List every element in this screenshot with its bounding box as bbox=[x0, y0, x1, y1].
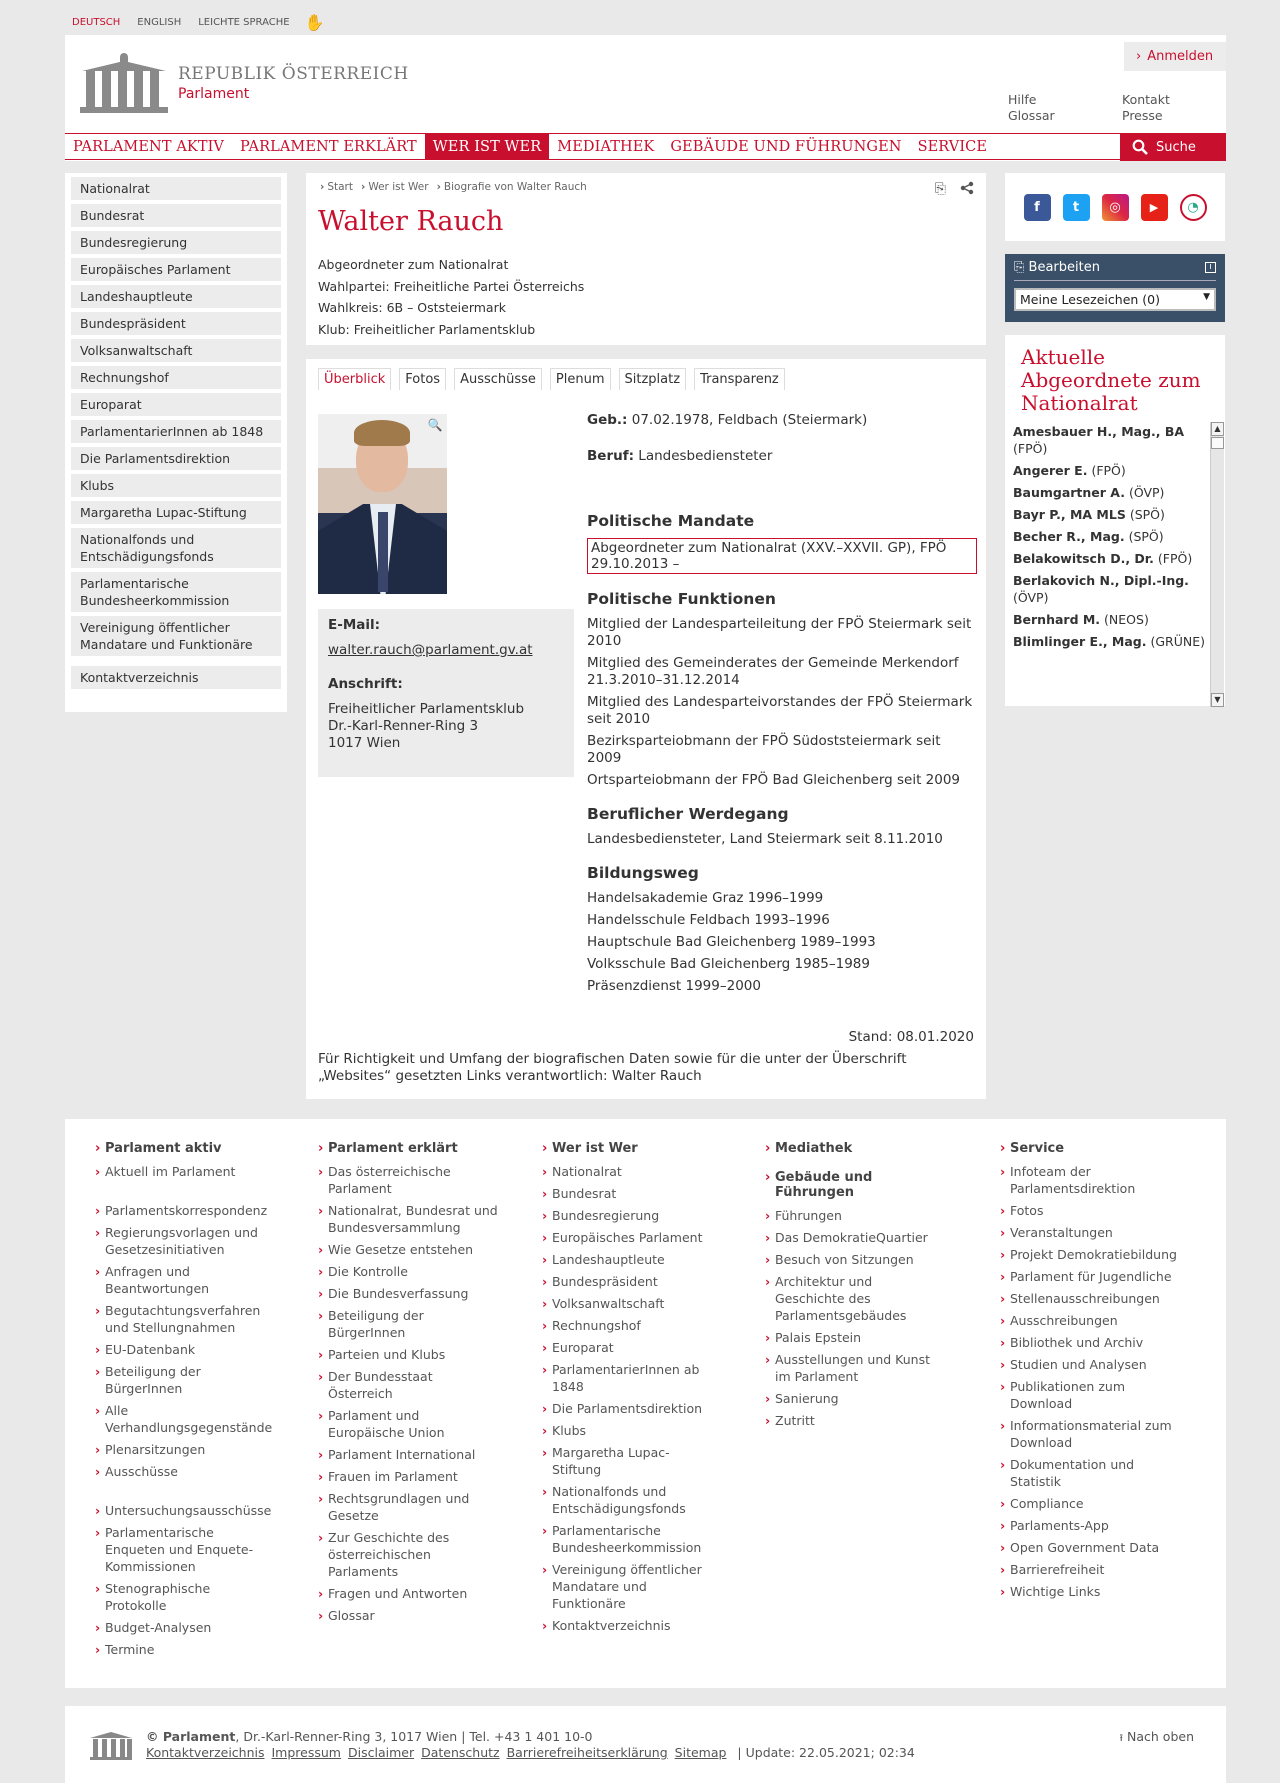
function-item: Ortsparteiobmann der FPÖ Bad Gleichenberg seit 2009 bbox=[587, 772, 961, 788]
youtube-icon[interactable]: ▶ bbox=[1141, 194, 1168, 221]
lang-english[interactable]: ENGLISH bbox=[137, 17, 182, 28]
nav-wer-ist-wer[interactable]: WER IST WER bbox=[425, 134, 549, 159]
list-item[interactable]: Angerer E. (FPÖ) bbox=[1013, 463, 1126, 478]
page-footer bbox=[65, 1706, 1226, 1783]
education-item: Handelsschule Feldbach 1993–1996 bbox=[587, 912, 830, 928]
contact-link[interactable]: Kontakt bbox=[1122, 92, 1170, 107]
function-item: Mitglied des Landesparteivorstandes der FPÖ Steiermark seit 2010 bbox=[587, 694, 973, 727]
list-item[interactable]: Blimlinger E., Mag. (GRÜNE) bbox=[1013, 634, 1206, 649]
language-bar bbox=[72, 13, 325, 32]
portrait-photo[interactable] bbox=[318, 414, 447, 594]
parliament-building-icon bbox=[80, 53, 168, 113]
functions-heading: Politische Funktionen bbox=[587, 590, 776, 608]
breadcrumb-current: › Biografie von Walter Rauch bbox=[437, 181, 587, 193]
tab-bar bbox=[318, 368, 785, 390]
education-item: Präsenzdienst 1999–2000 bbox=[587, 978, 761, 994]
nav-gebaeude[interactable]: GEBÄUDE UND FÜHRUNGEN bbox=[670, 138, 902, 155]
sidebar-item-vereinigung[interactable]: Vereinigung öffentlicher Mandatare und Funktionäre bbox=[71, 616, 281, 656]
footer-links bbox=[146, 1745, 915, 1761]
bookmarks-select[interactable]: Meine Lesezeichen (0) ▼ bbox=[1014, 288, 1216, 311]
sidebar-item-eu-parlament[interactable]: Europäisches Parlament bbox=[71, 258, 281, 281]
footer-col-parlament-aktiv: › Parlament aktiv › Aktuell im Parlament › Parlamentskorrespondenz › Regierungsvorlagen und Gesetzesinitiativen › Anfragen und Beantwortungen › Begutachtungsverfahren und Stellungnahmen › EU-Datenbank › Beteiligung der BürgerInnen › Alle Verhandlungsgegenstände › Plenarsitzungen › Ausschüsse › Untersuchungsausschüsse › Parlamentarische Enqueten und Enquete-Kommissionen › Stenographische Protokolle › Budget-Analysen › Termine bbox=[95, 1141, 275, 1663]
deputies-scrollbar[interactable] bbox=[1210, 422, 1224, 707]
detail-card bbox=[306, 359, 986, 1099]
arrow-up-icon: ⭱ bbox=[1119, 1733, 1124, 1744]
nav-parlament-aktiv[interactable]: PARLAMENT AKTIV bbox=[73, 138, 224, 155]
tab-transparenz[interactable]: Transparenz bbox=[694, 368, 785, 390]
function-item: Mitglied des Gemeinderates der Gemeinde Merkendorf 21.3.2010–31.12.2014 bbox=[587, 655, 959, 688]
footer-address: © Parlament, Dr.-Karl-Renner-Ring 3, 1017 Wien | Tel. +43 1 401 10-0 bbox=[146, 1729, 593, 1744]
footer-link-datenschutz[interactable]: Datenschutz bbox=[421, 1745, 500, 1760]
logo-title: REPUBLIK ÖSTERREICH bbox=[178, 64, 409, 84]
tab-fotos[interactable]: Fotos bbox=[399, 368, 446, 390]
press-link[interactable]: Presse bbox=[1122, 108, 1163, 123]
login-button[interactable]: › Anmelden bbox=[1124, 42, 1226, 71]
facebook-icon[interactable]: f bbox=[1024, 194, 1051, 221]
sidebar bbox=[65, 173, 287, 712]
profile-card bbox=[306, 173, 986, 345]
main-navigation bbox=[65, 133, 1226, 160]
breadcrumb bbox=[320, 181, 587, 193]
edit-title: Bearbeiten bbox=[1028, 260, 1100, 275]
sidebar-item-volksanwaltschaft[interactable]: Volksanwaltschaft bbox=[71, 339, 281, 362]
address-label: Anschrift: bbox=[328, 676, 403, 692]
profile-role: Abgeordneter zum Nationalrat bbox=[318, 257, 509, 272]
tab-sitzplatz[interactable]: Sitzplatz bbox=[619, 368, 687, 390]
job-row: Beruf: Landesbediensteter bbox=[587, 448, 773, 464]
footer-link-impressum[interactable]: Impressum bbox=[271, 1745, 341, 1760]
info-icon[interactable]: i bbox=[1205, 262, 1216, 273]
sidebar-item-lupac-stiftung[interactable]: Margaretha Lupac-Stiftung bbox=[71, 501, 281, 524]
sign-language-icon[interactable]: ✋ bbox=[304, 13, 325, 32]
responsibility-note: Für Richtigkeit und Umfang der biografischen Daten sowie für die unter der Überschrift „Websites“ gesetzten Links verantwortlich: Walter Rauch bbox=[318, 1051, 907, 1084]
site-logo[interactable] bbox=[80, 53, 409, 113]
education-item: Hauptschule Bad Gleichenberg 1989–1993 bbox=[587, 934, 876, 950]
bookmark-icon: ⎘ bbox=[1014, 260, 1025, 275]
email-label: E-Mail: bbox=[328, 617, 381, 633]
list-item[interactable]: Amesbauer H., Mag., BA (FPÖ) bbox=[1013, 424, 1185, 456]
zoom-icon[interactable]: 🔍 bbox=[427, 418, 443, 432]
footer-col-parlament-erklaert: › Parlament erklärt › Das österreichische Parlament › Nationalrat, Bundesrat und Bundesversammlung › Wie Gesetze entstehen › Die Kontrolle › Die Bundesverfassung › Beteiligung der BürgerInnen › Parteien und Klubs › Der Bundesstaat Österreich › Parlament und Europäische Union › Parlament International › Frauen im Parlament › Rechtsgrundlagen und Gesetze › Zur Geschichte des österreichischen Parlaments › Fragen und Antworten › Glossar bbox=[318, 1141, 498, 1629]
sidebar-item-rechnungshof[interactable]: Rechnungshof bbox=[71, 366, 281, 389]
sidebar-item-kontaktverzeichnis[interactable]: Kontaktverzeichnis bbox=[71, 666, 281, 689]
breadcrumb-start[interactable]: › Start bbox=[320, 181, 353, 193]
parlament-app-icon[interactable]: ◔ bbox=[1180, 194, 1207, 221]
contact-box bbox=[318, 609, 574, 777]
list-item[interactable]: Bayr P., MA MLS (SPÖ) bbox=[1013, 507, 1165, 522]
email-link[interactable]: walter.rauch@parlament.gv.at bbox=[328, 642, 533, 658]
search-icon bbox=[1132, 139, 1148, 155]
footer-link-disclaimer[interactable]: Disclaimer bbox=[347, 1745, 415, 1760]
list-item[interactable]: Belakowitsch D., Dr. (FPÖ) bbox=[1013, 551, 1193, 566]
education-heading: Bildungsweg bbox=[587, 864, 699, 882]
sidebar-item-nationalfonds[interactable]: Nationalfonds und Entschädigungsfonds bbox=[71, 528, 281, 568]
tab-ueberblick[interactable]: Überblick bbox=[318, 368, 391, 390]
list-item[interactable]: Baumgartner A. (ÖVP) bbox=[1013, 485, 1165, 500]
mandates-heading: Politische Mandate bbox=[587, 512, 755, 530]
sidebar-item-bundesregierung[interactable]: Bundesregierung bbox=[71, 231, 281, 254]
sidebar-item-landeshauptleute[interactable]: Landeshauptleute bbox=[71, 285, 281, 308]
update-timestamp: | Update: 22.05.2021; 02:34 bbox=[737, 1745, 915, 1760]
list-item[interactable]: Becher R., Mag. (SPÖ) bbox=[1013, 529, 1164, 544]
sidebar-item-bundesheerkommission[interactable]: Parlamentarische Bundesheerkommission bbox=[71, 572, 281, 612]
scroll-down-icon[interactable]: ▼ bbox=[1211, 693, 1224, 707]
biography bbox=[587, 412, 977, 1000]
site-header bbox=[65, 35, 1226, 161]
page-title: Walter Rauch bbox=[318, 206, 504, 237]
scroll-up-icon[interactable]: ▲ bbox=[1211, 422, 1224, 436]
lang-deutsch[interactable]: DEUTSCH bbox=[72, 17, 121, 28]
function-item: Mitglied der Landesparteileitung der FPÖ Steiermark seit 2010 bbox=[587, 616, 972, 649]
address: Freiheitlicher Parlamentsklub Dr.-Karl-Renner-Ring 3 1017 Wien bbox=[328, 701, 525, 751]
birth-row: Geb.: 07.02.1978, Feldbach (Steiermark) bbox=[587, 412, 868, 428]
sidebar-item-bundespraesident[interactable]: Bundespräsident bbox=[71, 312, 281, 335]
deputies-title: Aktuelle Abgeordnete zum Nationalrat bbox=[1021, 345, 1201, 415]
sidebar-item-klubs[interactable]: Klubs bbox=[71, 474, 281, 497]
breadcrumb-wer-ist-wer[interactable]: › Wer ist Wer bbox=[361, 181, 429, 193]
sidebar-item-nationalrat[interactable]: Nationalrat bbox=[71, 177, 281, 200]
help-link[interactable]: Hilfe bbox=[1008, 92, 1037, 107]
lang-easy[interactable]: LEICHTE SPRACHE bbox=[198, 17, 290, 28]
chevron-right-icon: › bbox=[1136, 49, 1142, 64]
last-updated: Stand: 08.01.2020 bbox=[848, 1029, 974, 1045]
nav-service[interactable]: SERVICE bbox=[917, 138, 988, 155]
footer-col-mediathek: › Mediathek › Gebäude und Führungen › Führungen › Das DemokratieQuartier › Besuch von Sitzungen › Architektur und Geschichte des Parlamentsgebäudes › Palais Epstein › Ausstellungen und Kunst im Parlament › Sanierung › Zutritt bbox=[765, 1141, 945, 1434]
sidebar-item-parlamentsdirektion[interactable]: Die Parlamentsdirektion bbox=[71, 447, 281, 470]
profile-club: Klub: Freiheitlicher Parlamentsklub bbox=[318, 321, 536, 337]
social-links bbox=[1005, 173, 1225, 241]
tab-ausschuesse[interactable]: Ausschüsse bbox=[454, 368, 542, 390]
nav-parlament-erklaert[interactable]: PARLAMENT ERKLÄRT bbox=[240, 138, 417, 155]
chevron-down-icon: ▼ bbox=[1203, 292, 1210, 302]
list-item[interactable]: Berlakovich N., Dipl.-Ing. (ÖVP) bbox=[1013, 573, 1189, 605]
footer-link-sitemap[interactable]: Sitemap bbox=[674, 1745, 727, 1760]
education-item: Handelsakademie Graz 1996–1999 bbox=[587, 890, 824, 906]
footer-link-kontakt[interactable]: Kontaktverzeichnis bbox=[146, 1745, 265, 1760]
parliament-logo-icon bbox=[90, 1730, 132, 1760]
profile-party: Wahlpartei: Freiheitliche Partei Österreichs bbox=[318, 278, 585, 294]
career-heading: Beruflicher Werdegang bbox=[587, 805, 789, 823]
nav-mediathek[interactable]: MEDIATHEK bbox=[557, 138, 655, 155]
sidebar-item-parlamentarier-1848[interactable]: ParlamentarierInnen ab 1848 bbox=[71, 420, 281, 443]
career-item: Landesbediensteter, Land Steiermark seit 8.11.2010 bbox=[587, 831, 943, 847]
search-button[interactable]: Suche bbox=[1120, 133, 1226, 161]
logo-subtitle: Parlament bbox=[178, 86, 250, 102]
deputies-list bbox=[1013, 423, 1209, 706]
tab-plenum[interactable]: Plenum bbox=[550, 368, 611, 390]
function-item: Bezirksparteiobmann der FPÖ Südoststeiermark seit 2009 bbox=[587, 733, 941, 766]
deputies-box bbox=[1005, 335, 1225, 706]
profile-district: Wahlkreis: 6B – Oststeiermark bbox=[318, 300, 506, 315]
twitter-icon[interactable]: t bbox=[1063, 194, 1090, 221]
footer-col-wer-ist-wer: › Wer ist Wer › Nationalrat › Bundesrat › Bundesregierung › Europäisches Parlament › Landeshauptleute › Bundespräsident › Volksanwaltschaft › Rechnungshof › Europarat › ParlamentarierInnen ab 1848 › Die Parlamentsdirektion › Klubs › Margaretha Lupac-Stiftung › Nationalfonds und Entschädigungsfonds › Parlamentarische Bundesheerkommission › Vereinigung öffentlicher Mandatare und Funktionäre › Kontaktverzeichnis bbox=[542, 1141, 712, 1639]
footer-navigation bbox=[65, 1119, 1226, 1688]
footer-col-service: › Service › Infoteam der Parlamentsdirektion › Fotos › Veranstaltungen › Projekt Demokratiebildung › Parlament für Jugendliche › Stellenausschreibungen › Ausschreibungen › Bibliothek und Archiv › Studien und Analysen › Publikationen zum Download › Informationsmaterial zum Download › Dokumentation und Statistik › Compliance › Parlaments-App › Open Government Data › Barrierefreiheit › Wichtige Links bbox=[1000, 1141, 1180, 1605]
glossary-link[interactable]: Glossar bbox=[1008, 108, 1055, 123]
share-icon[interactable] bbox=[960, 181, 974, 195]
sidebar-item-europarat[interactable]: Europarat bbox=[71, 393, 281, 416]
footer-link-barrierefreiheit[interactable]: Barrierefreiheitserklärung bbox=[506, 1745, 668, 1760]
mandate-item: Abgeordneter zum Nationalrat (XXV.–XXVII. GP), FPÖ 29.10.2013 – bbox=[587, 538, 977, 574]
sidebar-item-bundesrat[interactable]: Bundesrat bbox=[71, 204, 281, 227]
instagram-icon[interactable]: ◎ bbox=[1102, 194, 1129, 221]
back-to-top-link[interactable]: ⭱ Nach oben bbox=[1119, 1729, 1194, 1744]
edit-panel bbox=[1005, 254, 1225, 322]
bookmark-add-icon[interactable]: ⎘ bbox=[934, 181, 946, 197]
scroll-thumb[interactable] bbox=[1211, 437, 1224, 449]
list-item[interactable]: Bernhard M. (NEOS) bbox=[1013, 612, 1149, 627]
education-item: Volksschule Bad Gleichenberg 1985–1989 bbox=[587, 956, 870, 972]
